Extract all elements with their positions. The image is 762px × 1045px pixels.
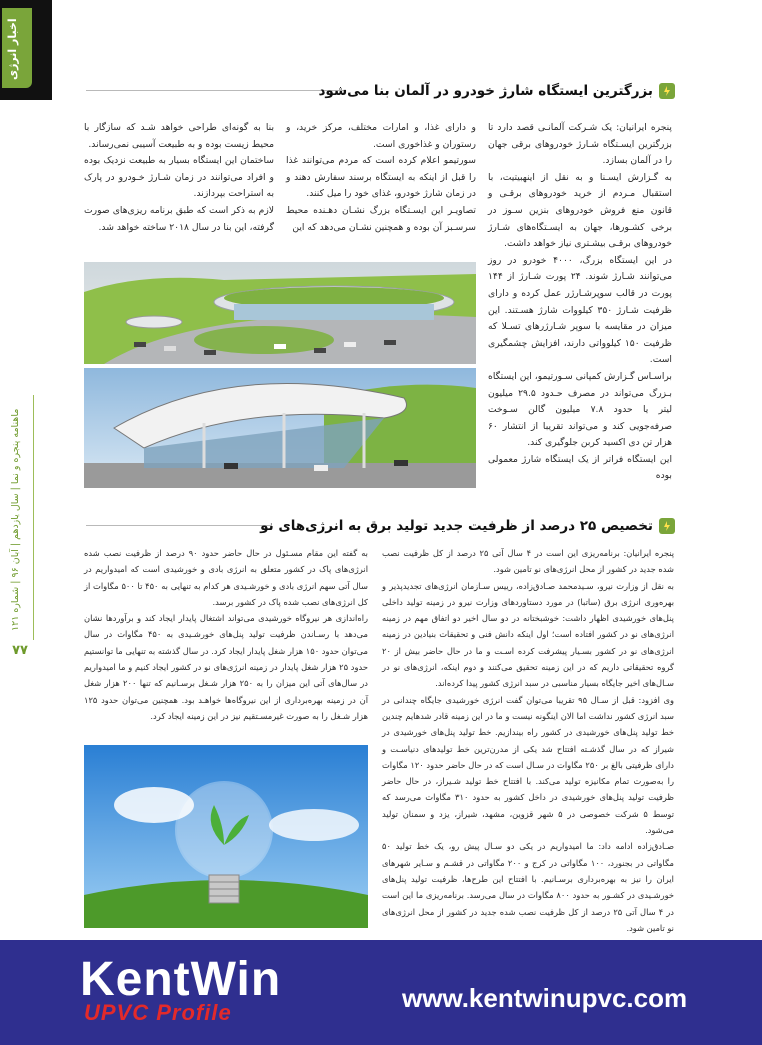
article2-column-left [84, 545, 368, 740]
paragraph: به گـزارش ایسـنا و به نقل از اینهبیتیت، با استقبال مـردم از خرید خودروهای برقـی و قانون منع فروش خودروهای بنزین سـوز در برخی کشـورها، جهان به ایسـتگاه‌های شـارژ خودروهای برقـی بیشـتری نیاز خواهد داشت. [488, 171, 672, 250]
paragraph: براسـاس گـزارش کمپانی سـورتیمو، این ایستگاه بـزرگ می‌تواند در مصرف حـدود ۲۹.۵ میلیون لیتر یا حدود ۷.۸ میلیون گالن سـوخت صرفه‌جویی کند و می‌تواند تقریبا از انتشار ۶۰ هزار تن دی اکسید کربن جلوگیری کند. [488, 370, 672, 449]
page-number: ۷۷ [12, 643, 28, 658]
paragraph: پنجره ایرانیان: برنامه‌ریزی این است در ۴ سال آتی ۲۵ درصد از کل ظرفیت نصب شده جدید در کشور از محل انرژی‌های نو تامین شود. [382, 548, 675, 575]
advertiser-website[interactable]: www.kentwinupvc.com [402, 983, 688, 1013]
charging-station-aerial-photo [84, 262, 476, 364]
brand-tagline: UPVC Profile [84, 1000, 232, 1025]
paragraph: سورتیمو اعلام کرده است که مردم می‌توانند غذا را قبل از اینکه به ایستگاه برسند سفارش دهند و در زمان شارژ خودرو، غذای خود را میل کنند. [286, 155, 476, 200]
article2-heading [260, 515, 676, 537]
paragraph: به گفته این مقام مسـئول در حال حاضر حدود ۹۰ درصد از ظرفیت نصب شده انرژی‌های پاک در کشور متعلق به انرژی بادی و خورشیدی است که امیدواریم در سال آتی سهم انرژی بادی و خورشـیدی هر کدام به تنهایی به ۴۵۰ تا ۵۰۰ مگاوات از کل انرژی‌های نصب شده پاک در کشور برسد. [84, 548, 368, 607]
article1-column-left [84, 120, 274, 255]
article1-title: بزرگترین ایستگاه شارژ خودرو در آلمان بنا می‌شود [318, 83, 653, 99]
section-tab-label: اخبار انرژی [6, 18, 19, 80]
charging-station-front-photo [84, 368, 476, 488]
heading-rule [86, 90, 346, 91]
paragraph: بنا به گونه‌ای طراحی خواهد شـد که سازگار با محیط زیست بوده و به طبیعت آسیبی نمی‌رساند. [84, 122, 274, 150]
paragraph: این ایستگاه فراتر از یک ایستگاه شارژ معمولی بوده [488, 453, 672, 482]
side-divider [33, 395, 34, 640]
green-bulb-photo [84, 745, 368, 928]
article1-column-right [488, 120, 672, 480]
paragraph: در این ایستگاه بزرگ، ۴۰۰۰ خودرو در روز می‌توانند شـارژ شوند. ۲۴ پورت شـارژ از ۱۴۴ پورت در قالب سوپرشـارژر عمل کرده و دارای ظرفیت شـارژ ۳۵۰ کیلووات شارژ هسـتند. این میزان در مقایسه با سوپر شـارژرهای تسـلا که ظرفیت ۱۵۰ کیلوواتی دارند، افزایش چشمگیری است. [488, 254, 672, 366]
paragraph: لازم به ذکر است که طبق برنامه ریزی‌های صورت گرفته، این بنا در سال ۲۰۱۸ ساخته خواهد شد. [84, 204, 274, 233]
paragraph: و دارای غذا، و امارات مختلف، مرکز خرید، و رستوران و غذاخوری است. [286, 122, 476, 150]
paragraph: صـادق‌زاده ادامه داد: ما امیدواریم در یکی دو سـال پیش رو، یک خط تولید ۵۰ مگاواتی در بجنورد، ۱۰۰ مگاواتی در کرج و ۲۰۰ مگاواتی در قشـم و سـایر شهرهای ایران را نیز به بهره‌برداری برسـانیم. با افتتاح این طرح‌ها، ظرفیت تولید پنل‌های خورشـیدی در کشـور به حدود ۸۰۰ مگاوات در سال می‌رسد. برنامه‌ریزی ما این است در ۴ سال آتی ۲۵ درصد از کل ظرفیت نصب شده جدید در کشور از محل انرژی‌های نو تامین شود. [382, 841, 674, 933]
article1-heading [319, 80, 677, 102]
article2-title: تخصیص ۲۵ درصد از ظرفیت جدید تولید برق به انرژی‌های نو [260, 518, 653, 534]
article2-column-right [382, 545, 674, 935]
article1-column-middle [286, 120, 476, 255]
brand-logo-text: KentWin [80, 953, 282, 1006]
paragraph: ساختمان این ایستگاه بسیار به طبیعت نزدیک بوده و افراد می‌توانند در زمان شـارژ خـودرو در پارک به استراحت بپردازند. [84, 155, 274, 200]
paragraph: وی افزود: قبل از سـال ۹۵ تقریبا می‌توان گفت انرژی خورشیدی جایگاه چندانی در سبد انرژی کشور نداشت اما الان اینگونه نیست و ما در این زمینه قادر شدهایم چندین خط تولید پنل‌های خورشیدی در کشور راه بیندازیم. خط تولید پنل‌های خورشیدی در شیراز که در سال گذشـته افتتاح شد یکی از مدرن‌ترین خط تولیدهای دنیاسـت و دارای ظرفیتی بالغ بر ۲۵۰ مگاوات در سـال است که در حال حاضر حدود ۱۲۰ مگاوات را به‌صورت تمام مکانیزه تولید می‌کند. با افتتاح خط تولید شـیراز، در حال حاضر ظرفیت تولید پنل‌های خورشیدی در داخل کشور به حدود ۳۱۰ مگاوات می‌رسد که توسط ۵ شرکت خصوصی در ۵ شهر قزوین، مشهد، شیراز، یزد و سمنان تولید می‌شود. [382, 694, 675, 836]
heading-rule [86, 525, 272, 526]
paragraph: تصاویـر این ایسـتگاه بزرگ نشـان دهـنده محیط سرسـبز آن بوده و همچنین نشـان می‌دهد که این [286, 204, 476, 233]
issue-info: ماهنامه پنجره و نما | سال یازدهم | آبان ۹۶ | شماره ۱۲۱ [10, 408, 21, 632]
paragraph: به نقل از وزارت نیرو، سـیدمحمد صـادق‌زاده، رییس سـازمان انرژی‌های تجدیدپذیر و بهره‌وری انرژی برق (ساتبا) در مورد دستاوردهای وزارت نیرو در زمینه تولید داخلی پنل‌های خورشیدی اظهار داشت: خوشبختانه در دو سال اخیر دو اتفاق مهم در زمینه انرژی‌های نو در کشور افتاده است؛ اول اینکه دانش فنی و تحقیقات بنیادین در زمینه انرژی‌های نو در کشور بسـیار پیشرفت کرده اسـت و ما در حال حاضر بیش از ۲۰ گروه تحقیقاتی داریم که در این زمینه تحقیق می‌کنند و دوم اینکه، انرژی‌های نو در سـال‌های اخیر جایگاه بسیار مناسبی در سبد انرژی کشور پیدا کرده‌اند. [382, 580, 674, 689]
energy-plug-icon [658, 82, 676, 100]
energy-plug-icon [658, 517, 676, 535]
paragraph: راه‌اندازی هر نیروگاه خورشیدی می‌تواند اشتغال پایدار ایجاد کند و برآوردها نشان می‌دهد با رسـاندن ظرفیت تولید پنل‌های خورشـیدی به ۴۵۰ مگاوات در سال می‌توان حدود ۱۵۰ هزار شغل پایدار ایجاد کرد. در سال گذشته به تنهایی ما توانستیم حدود ۲۵ هزار شغل پایدار در زمینه انرژی‌های نو در کشور ایجاد کنیم و ما امیدواریم در سال‌های آتی این میزان را به ۲۵۰ هزار شـغل برسـانیم که تنها ۲۰۰ هزار شغل آن در زمینه بهره‌برداری از این نیروگاه‌ها خواهـد بود. همچنین می‌توان حدود ۱۲۵ هزار شـغل را به صورت غیرمسـتقیم نیز در این زمینه ایجاد کرد. [84, 613, 368, 721]
paragraph: پنجره ایرانیان: یک شـرکت آلمانـی قصد دارد تا بزرگترین ایسـتگاه شـارژ خودروهای برقی جهان را در آلمان بسازد. [488, 122, 672, 167]
